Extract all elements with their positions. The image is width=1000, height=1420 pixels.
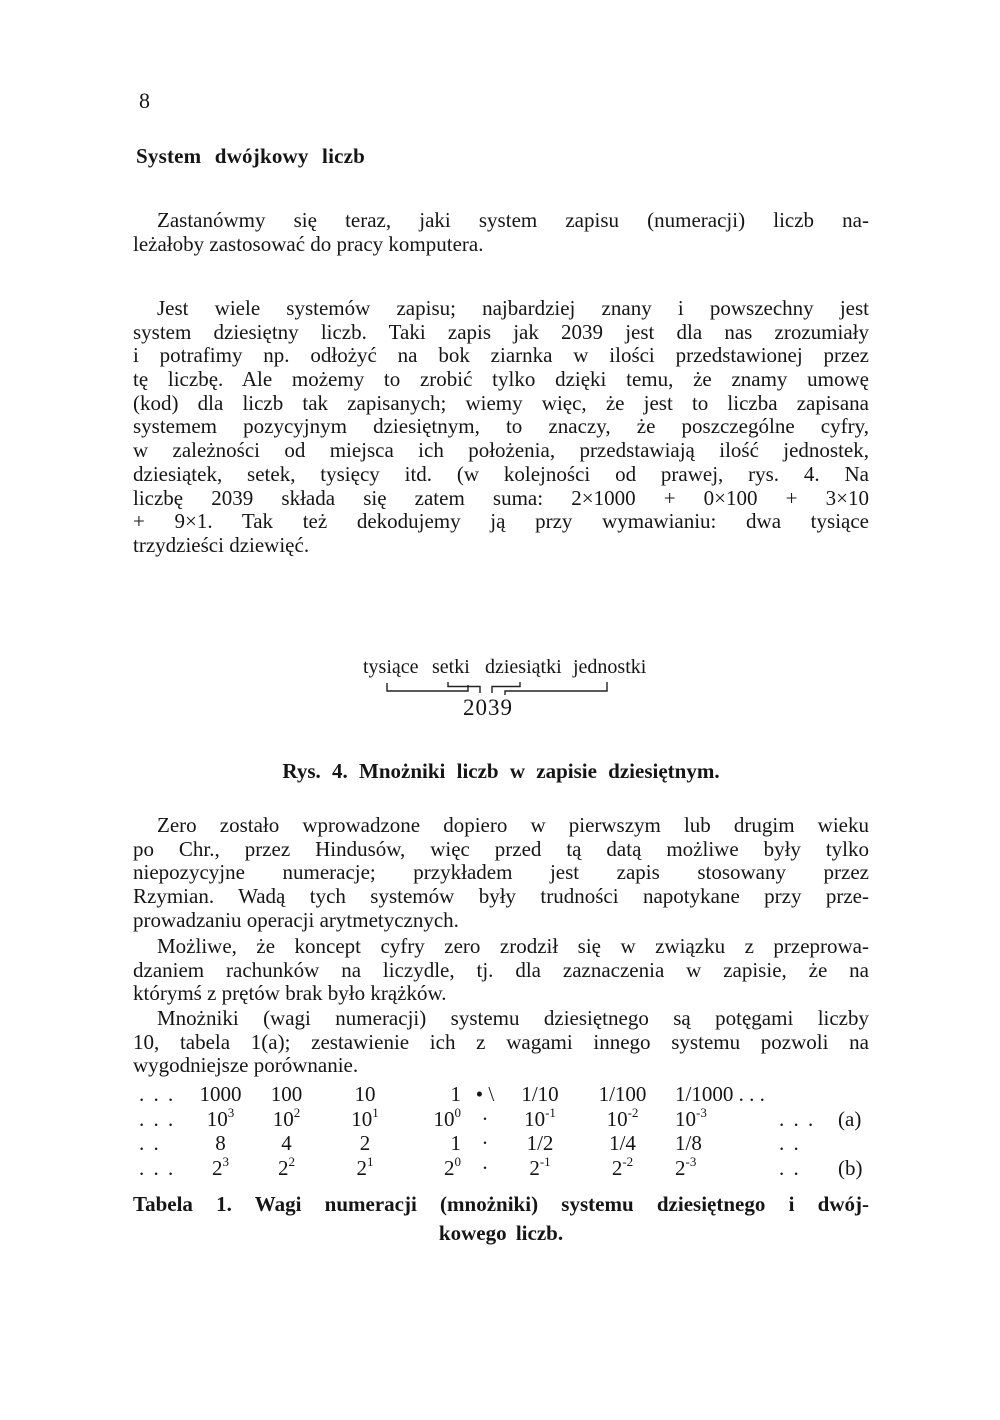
table-cell: $2^{-1}$: [529, 1154, 551, 1181]
table-caption-line2: kowego liczb.: [438, 1221, 564, 1245]
text-line: w zależności od miejsca ich położenia, przedstawiają ilość jednostek,: [133, 438, 869, 463]
paragraph-abacus: [133, 935, 869, 1006]
figure-decimal-weights: [133, 652, 869, 734]
table-cell: . .: [779, 1156, 801, 1181]
figure-label-units: jednostki: [573, 656, 647, 678]
table-cell: . .: [139, 1131, 161, 1156]
text-line: Zero zostało wprowadzone dopiero w pierwszym lub drugim wieku: [157, 813, 869, 837]
table-cell: 2: [359, 1131, 371, 1156]
table-cell: 10: [354, 1082, 376, 1106]
table-cell: 1/2: [526, 1131, 554, 1156]
table-cell: 1/1000 . . .: [675, 1082, 765, 1106]
table-caption-line1: Tabela 1. Wagi numeracji (mnożniki) systemu dziesiętnego i dwój-: [133, 1192, 869, 1216]
text-line: prowadzaniu operacji arytmetycznych.: [133, 907, 459, 932]
table-cell: $10^3$: [206, 1104, 235, 1131]
table-row: [133, 1082, 869, 1107]
paragraph-weights: [133, 1007, 869, 1078]
table-cell: $10^2$: [272, 1104, 301, 1131]
table-cell: $2^2$: [278, 1154, 295, 1181]
paragraph-zero-history: [133, 814, 869, 932]
table-cell: [830, 1131, 869, 1156]
text-line: Mnożniki (wagi numeracji) systemu dziesiętnego są potęgami liczby: [157, 1006, 869, 1030]
table-row: [133, 1156, 869, 1181]
table-cell: $10^{-1}$: [524, 1104, 556, 1131]
table-cell: • \: [475, 1082, 495, 1106]
text-line: liczbę 2039 składa się zatem suma: 2×1000 + 0×100 + 3×10: [133, 485, 869, 510]
table-cell: ·: [481, 1156, 489, 1181]
table-cell: 1/100: [598, 1082, 647, 1106]
text-line: systemem pozycyjnym dziesiętnym, to znaczy, że poszczególne cyfry,: [133, 414, 869, 439]
table-cell: (a): [838, 1106, 862, 1131]
table-row: [133, 1131, 869, 1156]
table-cell: 1: [450, 1082, 461, 1106]
text-line: po Chr., przez Hindusów, więc przed tą datą możliwe były tylko: [133, 836, 869, 861]
table-cell: [765, 1082, 830, 1107]
table-cell: . . .: [779, 1106, 816, 1131]
text-line: trzydzieści dziewięć.: [133, 532, 310, 557]
table-cell: $10^1$: [351, 1104, 379, 1131]
table-cell: $2^{-2}$: [611, 1154, 634, 1181]
table-cell: . . .: [139, 1082, 176, 1106]
text-line: wygodniejsze porównanie.: [133, 1053, 359, 1078]
text-line: którymś z prętów brak było krążków.: [133, 981, 447, 1006]
section-heading: System dwójkowy liczb: [136, 144, 366, 168]
figure-caption: Rys. 4. Mnożniki liczb w zapisie dziesiętnym.: [282, 759, 720, 783]
weights-table: [133, 1082, 869, 1181]
figure-label-hundreds: setki: [432, 656, 470, 678]
text-line: Zastanówmy się teraz, jaki system zapisu (numeracji) liczb na-: [157, 208, 869, 232]
table-cell: 4: [281, 1131, 292, 1156]
table-cell: $10^0$: [433, 1104, 461, 1131]
text-line: system dziesiętny liczb. Taki zapis jak 2039 jest dla nas zrozumiały: [133, 319, 869, 344]
table-cell: 1/4: [609, 1131, 636, 1156]
table-cell: (b): [838, 1156, 863, 1181]
table-cell: . . .: [139, 1156, 176, 1181]
table-cell: $10^{-2}$: [606, 1104, 639, 1131]
table-cell: ·: [481, 1106, 489, 1131]
text-line: tę liczbę. Ale możemy to zrobić tylko dzięki temu, że znamy umowę: [133, 367, 869, 392]
table-cell: 1: [450, 1131, 461, 1156]
text-line: Jest wiele systemów zapisu; najbardziej znany i powszechny jest: [157, 296, 869, 320]
text-line: + 9×1. Tak też dekodujemy ją przy wymawianiu: dwa tysiące: [133, 509, 869, 534]
table-cell: 100: [270, 1082, 303, 1106]
paragraph-intro: [133, 209, 869, 256]
table-cell: . . .: [139, 1106, 176, 1131]
figure-number: 2039: [463, 695, 513, 720]
paragraph-decimal-system: [133, 297, 869, 558]
text-line: Rzymian. Wadą tych systemów były trudności napotykane przy prze-: [133, 884, 869, 909]
table-cell: $10^{-3}$: [675, 1104, 707, 1131]
table-cell: 8: [215, 1131, 226, 1156]
table-cell: ·: [481, 1131, 489, 1156]
text-line: Możliwe, że koncept cyfry zero zrodził się w związku z przeprowa-: [157, 934, 869, 958]
text-line: dziesiątek, setek, tysięcy itd. (w kolejności od prawej, rys. 4. Na: [133, 461, 869, 486]
table-row: [133, 1104, 869, 1132]
text-line: dzaniem rachunków na liczydle, tj. dla zaznaczenia w zapisie, że na: [133, 957, 869, 982]
page-number: 8: [139, 88, 150, 113]
text-line: niepozycyjne numeracje; przykładem jest zapis stosowany przez: [133, 860, 869, 885]
table-cell: $2^{-3}$: [675, 1154, 697, 1181]
table-cell: $2^0$: [444, 1154, 461, 1181]
figure-label-tens: dziesiątki: [485, 656, 562, 678]
table-cell: [830, 1082, 869, 1107]
text-line: leżałoby zastosować do pracy komputera.: [133, 231, 484, 256]
table-cell: $2^3$: [212, 1154, 229, 1181]
figure-label-thousands: tysiące: [363, 656, 419, 678]
text-line: i potrafimy np. odłożyć na bok ziarnka w ilości przedstawionej przez: [133, 343, 869, 368]
text-line: (kod) dla liczb tak zapisanych; wiemy więc, że jest to liczba zapisana: [133, 390, 869, 415]
table-cell: 1/8: [675, 1131, 702, 1156]
table-cell: 1000: [199, 1082, 242, 1106]
text-line: 10, tabela 1(a); zestawienie ich z wagami innego systemu pozwoli na: [133, 1029, 869, 1054]
table-cell: 1/10: [521, 1082, 559, 1106]
table-cell: $2^1$: [356, 1154, 374, 1181]
table-cell: . .: [779, 1131, 801, 1156]
